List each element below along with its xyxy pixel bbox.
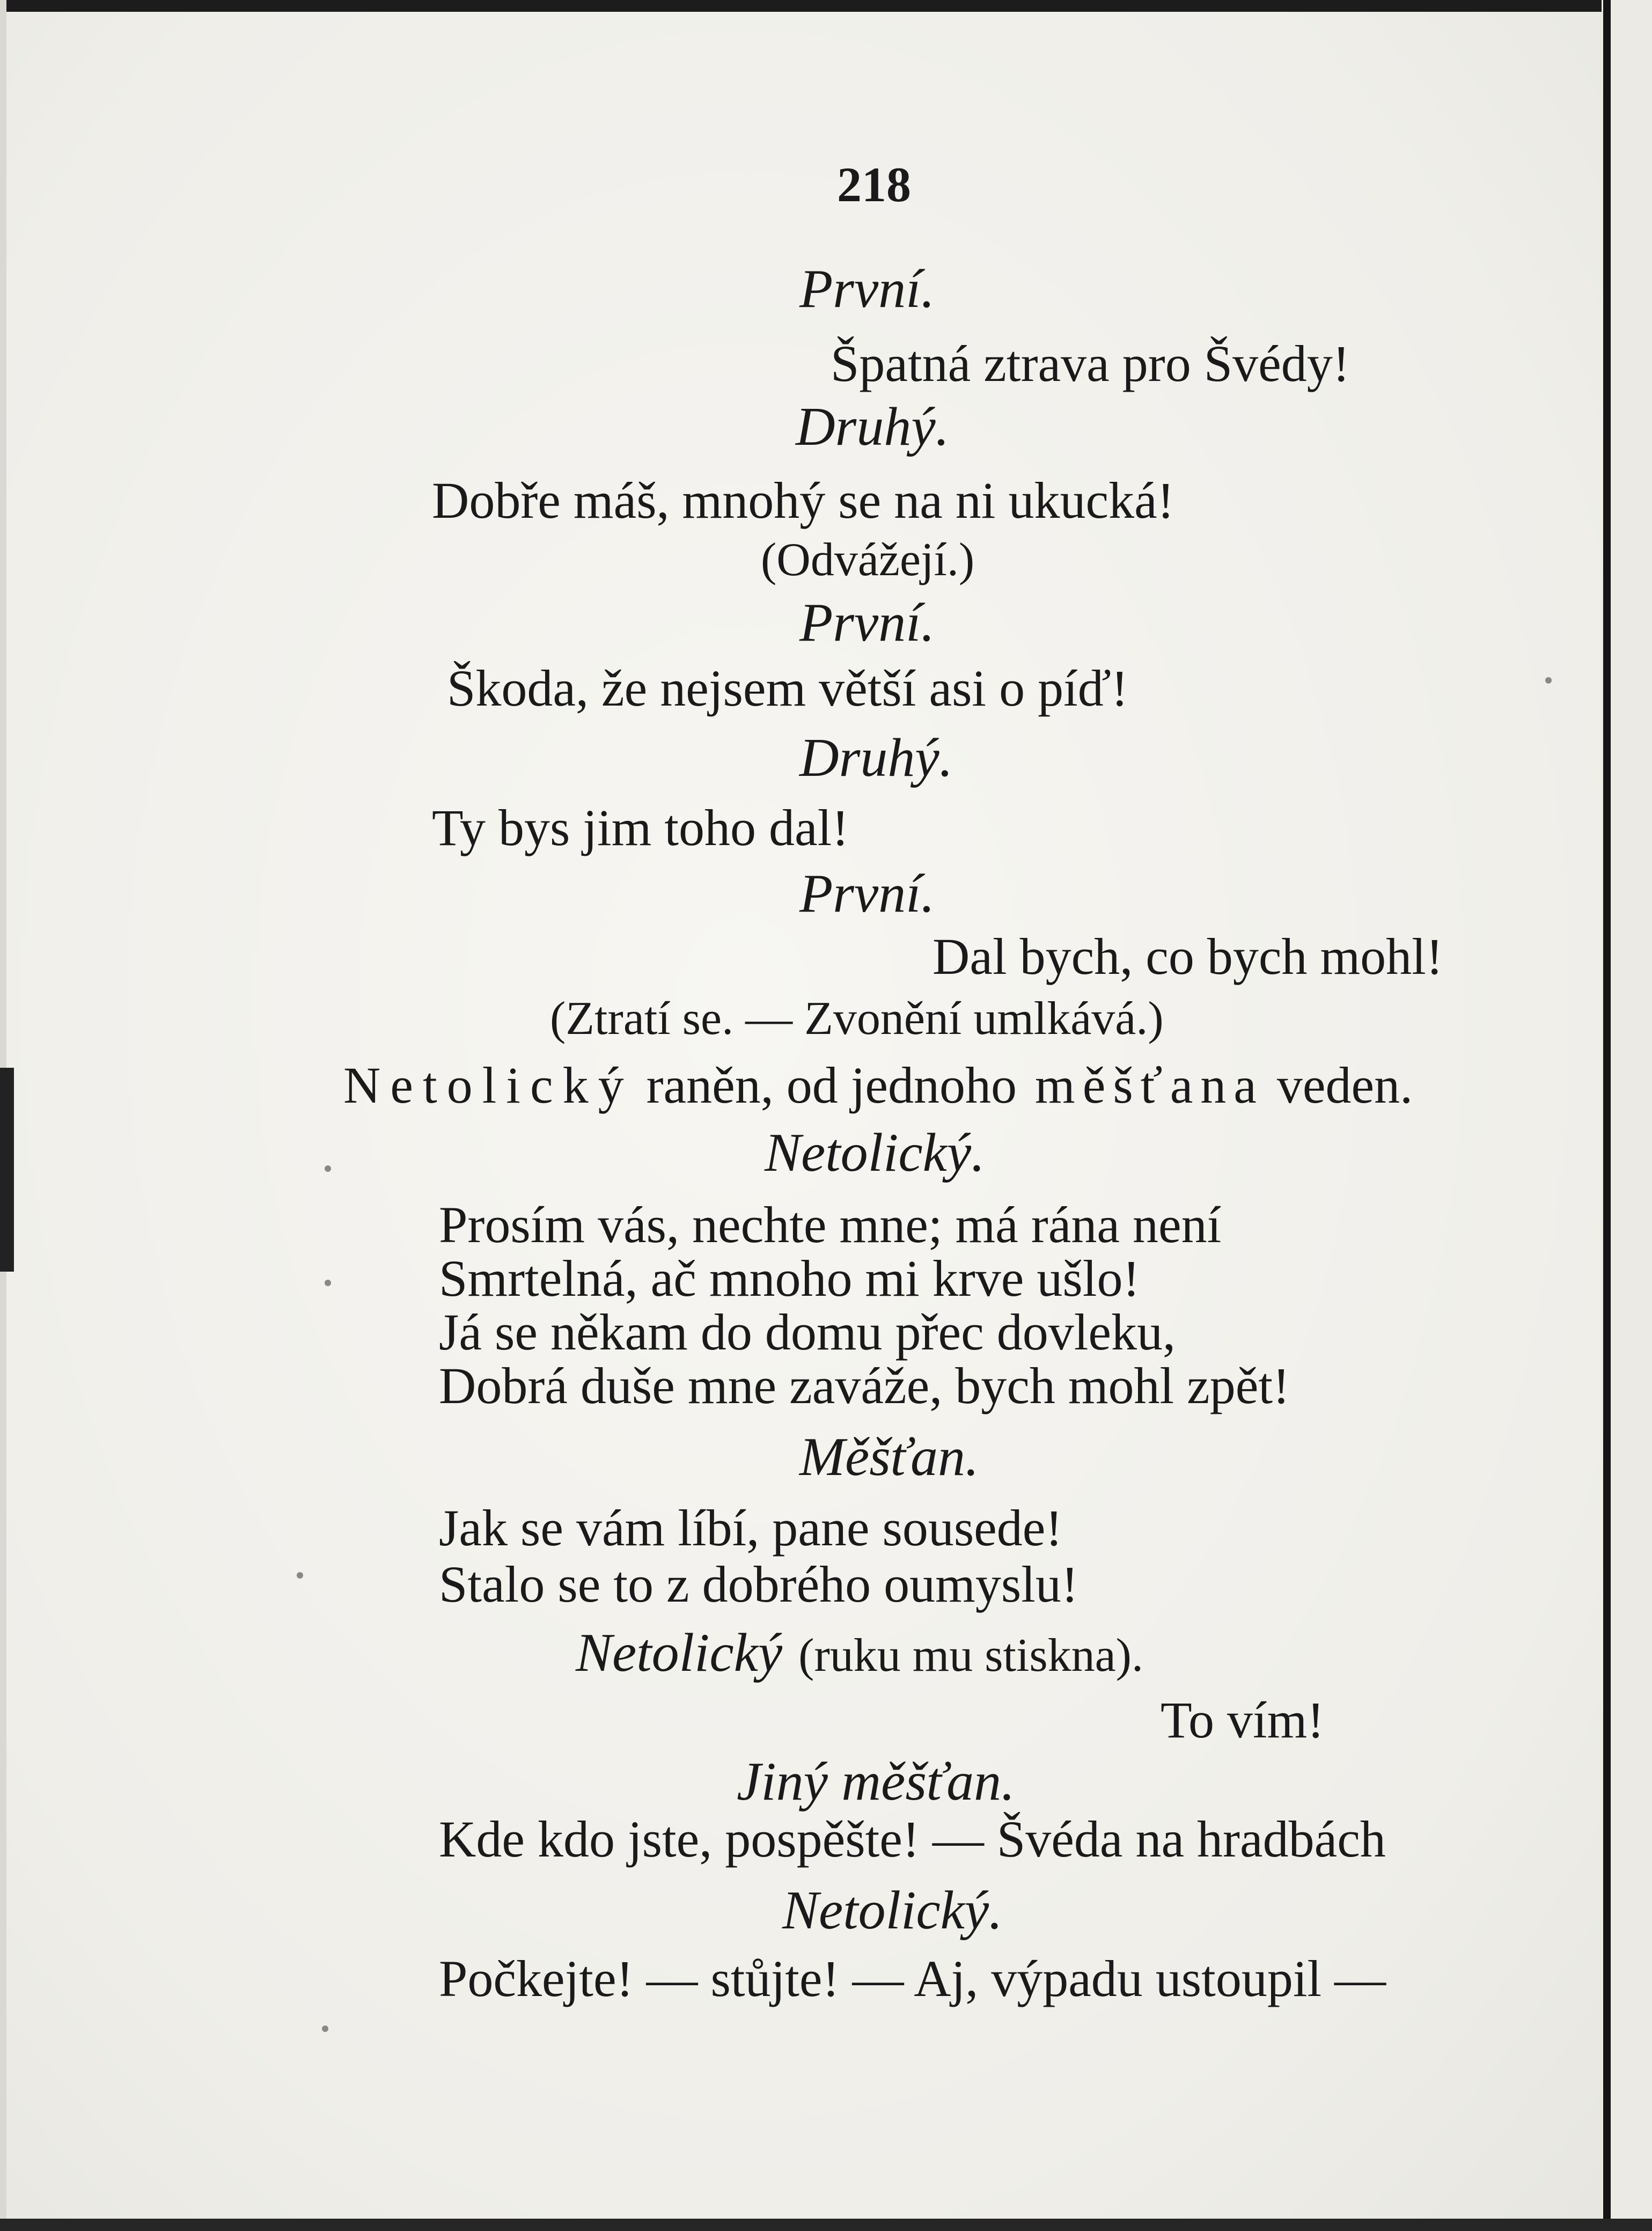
verse-line: Počkejte! — stůjte! — Aj, výpadu ustoupil —	[439, 1950, 1386, 2007]
stage-direction: (ruku mu stiskna).	[798, 1630, 1143, 1682]
speaker-heading: První.	[799, 259, 935, 319]
verse-line: Smrtelná, ač mnoho mi krve ušlo!	[439, 1250, 1140, 1307]
verse-line: Špatná ztrava pro Švédy!	[831, 335, 1350, 392]
verse-line: Dal bych, co bych mohl!	[933, 928, 1443, 985]
speck	[297, 1572, 303, 1579]
character-name-spaced: Netolický	[343, 1056, 634, 1114]
speaker-heading: Netolický.	[782, 1880, 1003, 1941]
scan-edge-bottom	[0, 2219, 1652, 2231]
verse-line: Škoda, že nejsem větší asi o píď!	[447, 659, 1128, 717]
speaker-with-direction	[576, 1623, 1143, 1683]
verse-line: Kde kdo jste, pospěšte! — Švéda na hradbách	[439, 1810, 1386, 1868]
verse-line: Jak se vám líbí, pane sousede!	[439, 1499, 1063, 1557]
verse-line: Dobrá duše mne zaváže, bych mohl zpět!	[439, 1357, 1290, 1414]
stage-direction: (Odvážejí.)	[761, 534, 975, 586]
speaker-heading: Měšťan.	[799, 1427, 979, 1487]
speaker-heading: Jiný měšťan.	[737, 1751, 1015, 1812]
scan-edge-top	[0, 0, 1652, 12]
speaker-heading: Druhý.	[799, 728, 953, 788]
verse-line: Prosím vás, nechte mne; má rána není	[439, 1196, 1222, 1253]
speaker-heading: První.	[799, 863, 935, 924]
stage-direction-entrance	[343, 1056, 1413, 1114]
speck	[1545, 677, 1552, 684]
speck	[325, 1165, 331, 1172]
speaker-heading: První.	[799, 592, 935, 653]
entrance-text: veden.	[1276, 1056, 1413, 1114]
speaker-heading: Netolický	[576, 1623, 783, 1683]
character-name-spaced: měšťana	[1035, 1056, 1264, 1114]
speck	[325, 1280, 331, 1286]
scan-edge-mark	[0, 1068, 14, 1272]
verse-line: Dobře máš, mnohý se na ni ukucká!	[432, 472, 1174, 529]
verse-line: Stalo se to z dobrého oumyslu!	[439, 1555, 1078, 1613]
speck	[322, 2025, 328, 2032]
verse-line: Já se někam do domu přec dovleku,	[439, 1303, 1176, 1361]
speaker-heading: Netolický.	[765, 1122, 985, 1183]
verse-line: To vím!	[1161, 1691, 1325, 1749]
verse-line: Ty bys jim toho dal!	[432, 799, 849, 856]
entrance-text: raněn, od jednoho	[646, 1056, 1017, 1114]
scan-edge-right-line	[1603, 0, 1611, 2231]
speaker-heading: Druhý.	[796, 397, 950, 457]
stage-direction: (Ztratí se. — Zvonění umlkává.)	[550, 993, 1164, 1045]
page-number: 218	[837, 157, 911, 212]
